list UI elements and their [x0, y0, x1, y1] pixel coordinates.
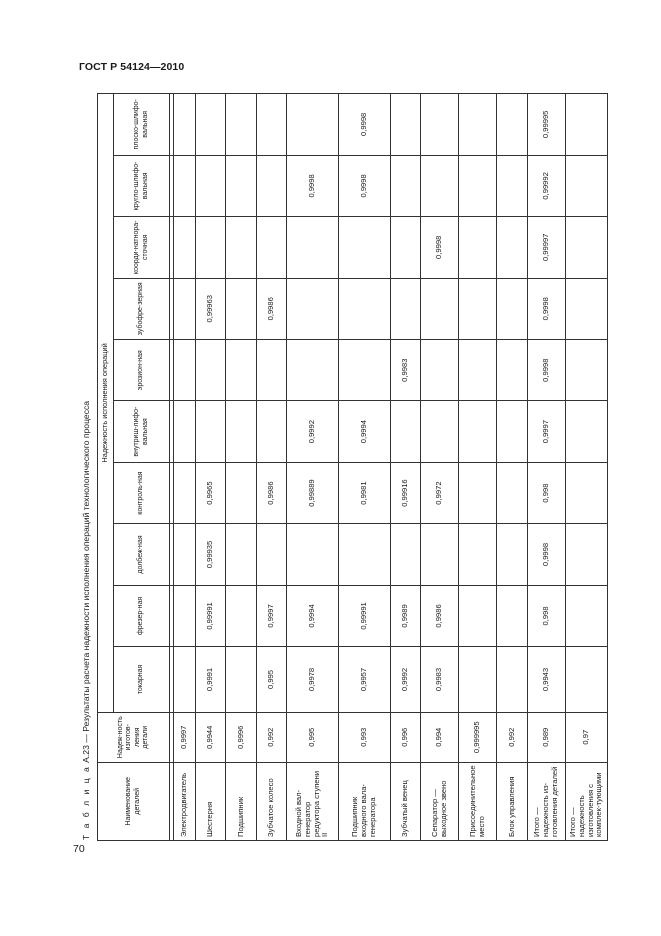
cell-op-reliability: 0,9972 [421, 462, 459, 523]
cell-op-reliability [391, 217, 421, 278]
cell-op-reliability: 0,9994 [339, 401, 391, 462]
cell-op-reliability [257, 155, 287, 216]
cell-op-reliability [226, 647, 257, 713]
cell-op-reliability [497, 278, 528, 339]
cell-part-reliability: 0,989 [528, 712, 566, 762]
table-row [391, 94, 421, 841]
cell-op-reliability: 0,9989 [391, 585, 421, 646]
cell-part-name: Блок управления [497, 762, 528, 840]
cell-op-reliability: 0,9997 [528, 401, 566, 462]
document-header-title: ГОСТ Р 54124—2010 [79, 61, 185, 73]
cell-op-reliability [566, 94, 608, 156]
cell-op-reliability [497, 462, 528, 523]
cell-op-reliability: 0,9986 [421, 585, 459, 646]
cell-op-reliability: 0,9998 [287, 155, 339, 216]
cell-op-reliability [196, 339, 226, 400]
header-op-turning: токарная [114, 647, 170, 713]
cell-op-reliability [566, 217, 608, 278]
cell-op-reliability [226, 278, 257, 339]
table-caption-prefix: Т а б л и ц а [81, 765, 91, 840]
header-row-group [98, 94, 114, 841]
header-part-name: Наименование деталей [98, 762, 170, 840]
cell-op-reliability [391, 94, 421, 156]
table-body [174, 94, 608, 841]
cell-op-reliability [459, 401, 497, 462]
cell-op-reliability: 0,99916 [391, 462, 421, 523]
cell-op-reliability [196, 217, 226, 278]
cell-op-reliability [287, 217, 339, 278]
cell-op-reliability: 0,9986 [257, 462, 287, 523]
cell-op-reliability [566, 524, 608, 585]
cell-op-reliability: 0,9992 [391, 647, 421, 713]
cell-op-reliability: 0,9998 [339, 94, 391, 156]
cell-op-reliability [421, 524, 459, 585]
cell-op-reliability: 0,9998 [421, 217, 459, 278]
cell-op-reliability [566, 401, 608, 462]
header-op-gear-milling: зубофре-зерная [114, 278, 170, 339]
cell-op-reliability [497, 94, 528, 156]
cell-op-reliability [566, 155, 608, 216]
cell-op-reliability [497, 401, 528, 462]
cell-part-name: Подшипник [226, 762, 257, 840]
cell-op-reliability: 0,9965 [196, 462, 226, 523]
cell-part-reliability: 0,994 [421, 712, 459, 762]
cell-op-reliability: 0,9943 [528, 647, 566, 713]
header-op-milling: фрезер-ная [114, 585, 170, 646]
cell-op-reliability [339, 278, 391, 339]
cell-op-reliability [421, 339, 459, 400]
cell-op-reliability [497, 524, 528, 585]
cell-op-reliability: 0,99991 [339, 585, 391, 646]
cell-op-reliability [287, 278, 339, 339]
table-container [97, 93, 604, 841]
cell-op-reliability: 0,9986 [257, 278, 287, 339]
cell-op-reliability [421, 278, 459, 339]
cell-part-name: Итого — надежность из-готовления деталей [528, 762, 566, 840]
cell-op-reliability [421, 94, 459, 156]
cell-op-reliability [421, 155, 459, 216]
cell-op-reliability [287, 94, 339, 156]
table-head [98, 94, 174, 841]
cell-op-reliability [226, 585, 257, 646]
cell-op-reliability [257, 339, 287, 400]
cell-op-reliability: 0,9957 [339, 647, 391, 713]
cell-op-reliability: 0,9983 [391, 339, 421, 400]
cell-op-reliability [287, 339, 339, 400]
cell-op-reliability [196, 155, 226, 216]
cell-op-reliability: 0,99995 [528, 94, 566, 156]
cell-op-reliability [174, 217, 196, 278]
cell-op-reliability [459, 647, 497, 713]
cell-op-reliability [226, 524, 257, 585]
cell-op-reliability [459, 462, 497, 523]
cell-part-name: Электродвигатель [174, 762, 196, 840]
cell-op-reliability [174, 401, 196, 462]
header-op-cylindrical-grinding: кругло-шлифо-вальная [114, 155, 170, 216]
cell-op-reliability: 0,99889 [287, 462, 339, 523]
cell-op-reliability [226, 155, 257, 216]
cell-op-reliability [174, 155, 196, 216]
cell-part-name: Подшипник входного вала-генератора [339, 762, 391, 840]
cell-part-name: Зубчатый венец [391, 762, 421, 840]
cell-op-reliability: 0,9991 [196, 647, 226, 713]
cell-op-reliability [566, 585, 608, 646]
cell-op-reliability [226, 94, 257, 156]
cell-op-reliability: 0,9992 [287, 401, 339, 462]
cell-op-reliability [339, 217, 391, 278]
cell-op-reliability: 0,9998 [528, 278, 566, 339]
cell-part-name: Зубчатое колесо [257, 762, 287, 840]
cell-op-reliability [226, 217, 257, 278]
cell-op-reliability [459, 585, 497, 646]
cell-op-reliability [287, 524, 339, 585]
table-caption [80, 94, 92, 840]
cell-op-reliability [196, 94, 226, 156]
cell-op-reliability [459, 339, 497, 400]
cell-op-reliability: 0,995 [257, 647, 287, 713]
cell-op-reliability [226, 401, 257, 462]
header-op-jig-boring: коорди-натнора-сточная [114, 217, 170, 278]
cell-op-reliability: 0,998 [528, 462, 566, 523]
table-row [196, 94, 226, 841]
cell-op-reliability [391, 401, 421, 462]
cell-op-reliability: 0,9981 [339, 462, 391, 523]
rotated-table-frame [97, 93, 604, 841]
cell-op-reliability [459, 217, 497, 278]
table-row [497, 94, 528, 841]
cell-op-reliability: 0,99997 [528, 217, 566, 278]
cell-op-reliability [566, 339, 608, 400]
cell-part-reliability: 0,992 [257, 712, 287, 762]
cell-op-reliability [257, 94, 287, 156]
cell-part-name: Входной вал-генератор редуктора ступени II [287, 762, 339, 840]
cell-part-reliability: 0,993 [339, 712, 391, 762]
cell-op-reliability [391, 278, 421, 339]
cell-part-reliability: 0,995 [287, 712, 339, 762]
table-row [528, 94, 566, 841]
table-row [174, 94, 196, 841]
cell-part-reliability: 0,999995 [459, 712, 497, 762]
header-operations-group: Надежность исполнения операций [98, 94, 114, 713]
cell-op-reliability [497, 647, 528, 713]
cell-part-name: Шестерня [196, 762, 226, 840]
cell-op-reliability: 0,9997 [257, 585, 287, 646]
cell-op-reliability [174, 462, 196, 523]
cell-op-reliability: 0,9998 [339, 155, 391, 216]
table-row [287, 94, 339, 841]
cell-op-reliability: 0,9994 [287, 585, 339, 646]
table-caption-container [80, 94, 92, 840]
cell-op-reliability [226, 462, 257, 523]
cell-op-reliability [391, 524, 421, 585]
cell-op-reliability [566, 462, 608, 523]
cell-part-reliability: 0,992 [497, 712, 528, 762]
table-row [257, 94, 287, 841]
cell-op-reliability: 0,9978 [287, 647, 339, 713]
header-part-reliability: Надеж-ность изготов-ления детали [98, 712, 170, 762]
reliability-table [97, 93, 608, 841]
table-row [566, 94, 608, 841]
table-row [421, 94, 459, 841]
cell-op-reliability [174, 278, 196, 339]
table-caption-text: А.23 — Результаты расчета надежности исполнения операций технологического процесса [81, 400, 91, 766]
cell-op-reliability [257, 217, 287, 278]
cell-op-reliability [497, 155, 528, 216]
cell-op-reliability [196, 401, 226, 462]
cell-op-reliability [174, 94, 196, 156]
cell-op-reliability [174, 585, 196, 646]
cell-op-reliability [421, 401, 459, 462]
cell-part-reliability: 0,9997 [174, 712, 196, 762]
cell-op-reliability: 0,9983 [421, 647, 459, 713]
cell-op-reliability [566, 647, 608, 713]
cell-part-reliability: 0,9944 [196, 712, 226, 762]
cell-op-reliability [174, 339, 196, 400]
cell-op-reliability: 0,9998 [528, 339, 566, 400]
table-row [226, 94, 257, 841]
cell-op-reliability [391, 155, 421, 216]
cell-op-reliability: 0,998 [528, 585, 566, 646]
cell-op-reliability: 0,99963 [196, 278, 226, 339]
cell-op-reliability [497, 585, 528, 646]
cell-op-reliability [257, 524, 287, 585]
page-number: 70 [73, 843, 85, 855]
cell-op-reliability: 0,9998 [528, 524, 566, 585]
cell-op-reliability: 0,99991 [196, 585, 226, 646]
cell-op-reliability [497, 217, 528, 278]
header-op-surface-grinding: плоско-шлифо-вальная [114, 94, 170, 156]
cell-part-reliability: 0,9996 [226, 712, 257, 762]
cell-part-name: Сепаратор — выходное звено [421, 762, 459, 840]
cell-op-reliability [459, 94, 497, 156]
cell-part-reliability: 0,996 [391, 712, 421, 762]
cell-op-reliability [257, 401, 287, 462]
cell-op-reliability [339, 524, 391, 585]
cell-part-name: Присоединительное место [459, 762, 497, 840]
cell-op-reliability: 0,99992 [528, 155, 566, 216]
cell-op-reliability [174, 647, 196, 713]
cell-op-reliability: 0,99935 [196, 524, 226, 585]
cell-op-reliability [497, 339, 528, 400]
table-row [339, 94, 391, 841]
header-op-erosion: эрозион-ная [114, 339, 170, 400]
cell-op-reliability [459, 278, 497, 339]
cell-op-reliability [339, 339, 391, 400]
cell-op-reliability [226, 339, 257, 400]
cell-op-reliability [459, 524, 497, 585]
header-op-internal-grinding: внутриш-лифо-вальная [114, 401, 170, 462]
cell-op-reliability [174, 524, 196, 585]
cell-part-name: Итого — надежность изготовления с комплек-тующими [566, 762, 608, 840]
header-op-slotting: долбеж-ная [114, 524, 170, 585]
cell-part-reliability: 0,97 [566, 712, 608, 762]
table-row [459, 94, 497, 841]
cell-op-reliability [459, 155, 497, 216]
header-op-control: контроль-ная [114, 462, 170, 523]
cell-op-reliability [566, 278, 608, 339]
